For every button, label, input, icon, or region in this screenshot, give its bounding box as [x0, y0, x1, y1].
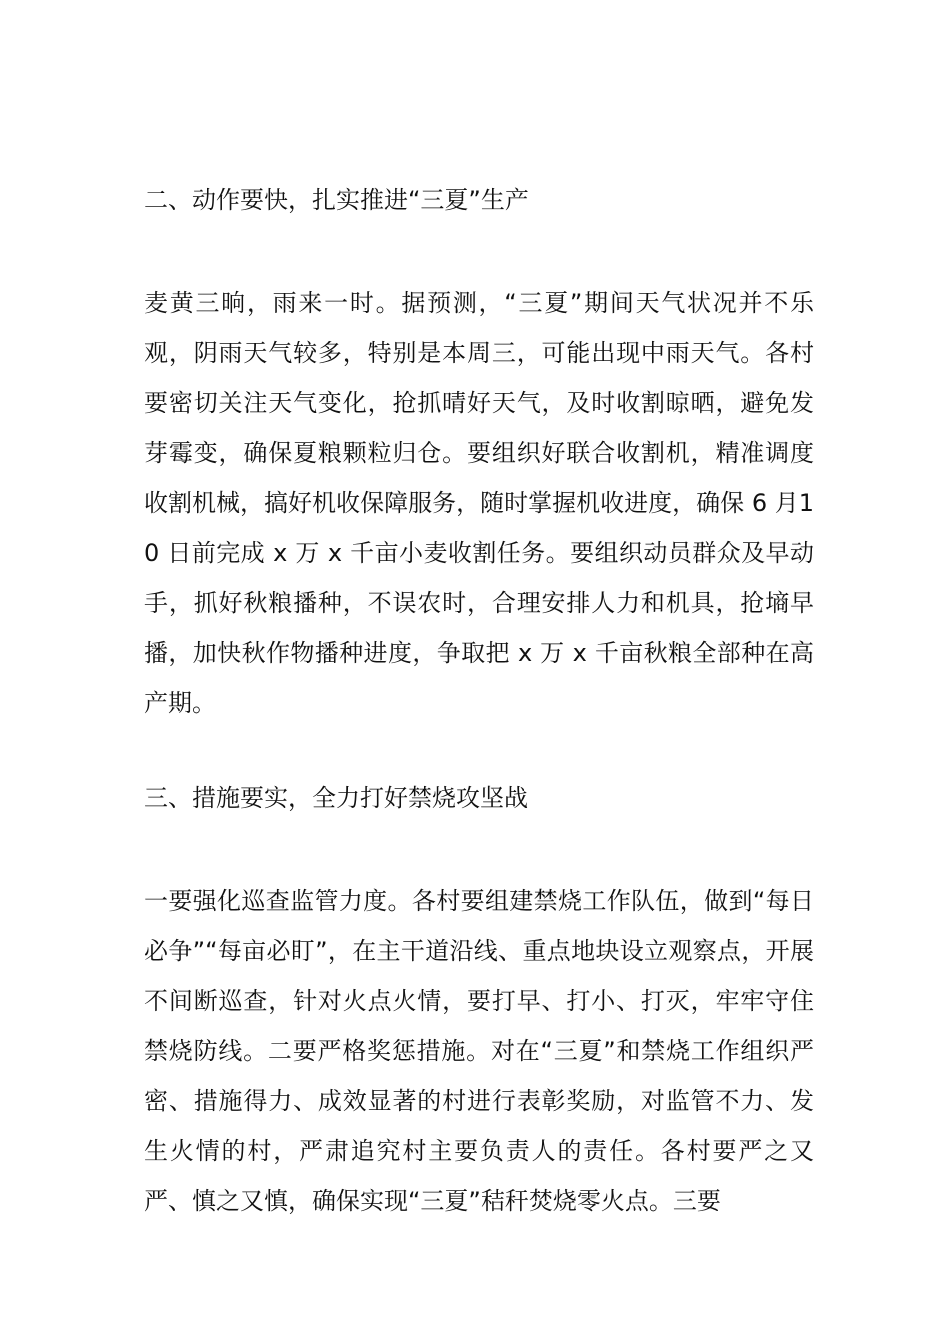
section-body-2: 麦黄三晌，雨来一时。据预测，“三夏”期间天气状况并不乐观，阴雨天气较多，特别是本周三，可能出现中雨天气。各村要密切关注天气变化，抢抓晴好天气，及时收割晾晒，避免发芽霉变，确保夏粮颗粒归仓。要组织好联合收割机，精准调度收割机械，搞好机收保障服务，随时掌握机收进度，确保 6 月10 日前完成 x 万 x 千亩小麦收割任务。要组织动员群众及早动手，抓好秋粮播种，不误农时，合理安排人力和机具，抢墒早播，加快秋作物播种进度，争取把 x 万 x 千亩秋粮全部种在高产期。 — [144, 289, 814, 717]
section-heading-3: 三、措施要实，全力打好禁烧攻坚战 — [144, 784, 528, 812]
section-heading-2: 二、动作要快，扎实推进“三夏”生产 — [144, 186, 529, 214]
section-body-3: 一要强化巡查监管力度。各村要组建禁烧工作队伍，做到“每日必争”“每亩必盯”，在主干道沿线、重点地块设立观察点，开展不间断巡查，针对火点火情，要打早、打小、打灭，牢牢守住禁烧防线。二要严格奖惩措施。对在“三夏”和禁烧工作组织严密、措施得力、成效显著的村进行表彰奖励，对监管不力、发生火情的村，严肃追究村主要负责人的责任。各村要严之又严、慎之又慎，确保实现“三夏”秸秆焚烧零火点。三要 — [144, 887, 814, 1215]
